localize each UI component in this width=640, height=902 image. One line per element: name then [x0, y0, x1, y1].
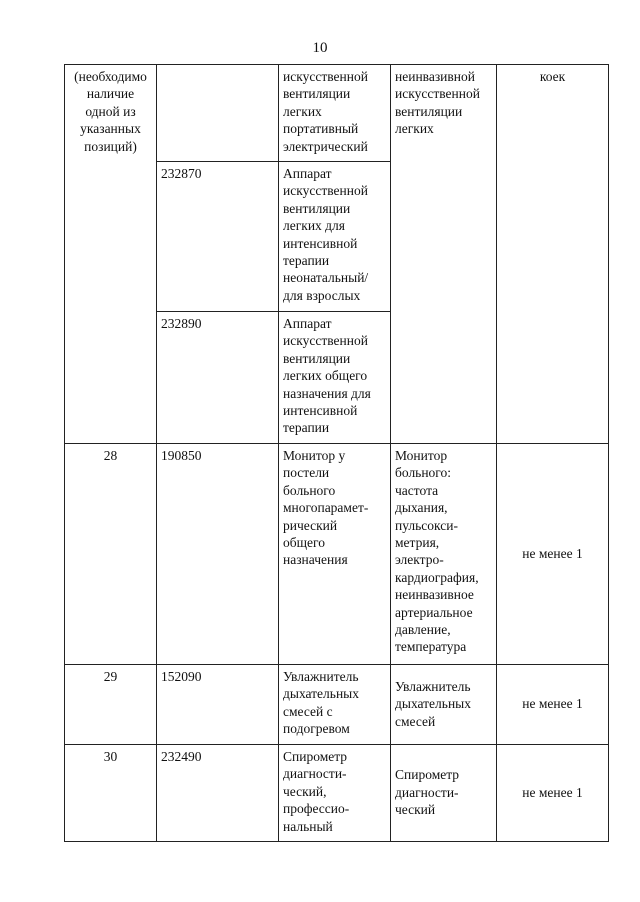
- cell-type: [391, 65, 497, 444]
- cell-name: [279, 162, 391, 312]
- text-line: неинвазивной: [395, 69, 475, 84]
- cell-quantity: [497, 745, 609, 842]
- cell-type-text: [395, 447, 492, 656]
- text-line: метрия,: [395, 535, 440, 551]
- text-line: для взрослых: [283, 287, 361, 303]
- cell-name: [279, 665, 391, 745]
- text-line: постели: [283, 465, 330, 481]
- text-line: 30: [103, 749, 118, 764]
- cell-name-text: [283, 668, 386, 738]
- cell-type-text: [395, 678, 492, 730]
- cell-number-text: [69, 668, 152, 685]
- cell-name: [279, 745, 391, 842]
- text-line: неинвазивное: [395, 587, 474, 603]
- cell-number: [65, 665, 157, 745]
- table-row: [65, 745, 609, 842]
- text-line: искусственной: [395, 86, 480, 102]
- cell-name: [279, 312, 391, 444]
- text-line: Монитор у: [283, 448, 346, 463]
- text-line: многопарамет-: [283, 500, 369, 516]
- text-line: не менее 1: [522, 784, 583, 800]
- cell-number-text: [69, 748, 152, 765]
- cell-number-text: [69, 68, 152, 155]
- text-line: вентиляции: [395, 103, 463, 119]
- text-line: Увлажнитель: [283, 669, 359, 684]
- cell-quantity-text: [501, 68, 604, 85]
- text-line: позиций): [84, 138, 137, 154]
- text-line: профессио-: [283, 801, 350, 817]
- text-line: указанных: [80, 121, 141, 137]
- table-row: [65, 65, 609, 162]
- text-line: Спирометр: [395, 767, 460, 783]
- equipment-table: [64, 64, 609, 842]
- text-line: легких: [283, 103, 322, 119]
- text-line: наличие: [86, 86, 135, 102]
- text-line: пульсокси-: [395, 517, 458, 533]
- text-line: легких общего: [283, 368, 368, 384]
- cell-number: [65, 65, 157, 444]
- cell-name: [279, 444, 391, 665]
- text-line: искусственной: [283, 333, 368, 349]
- text-line: назначения для: [283, 385, 371, 401]
- cell-code-text: 190850: [161, 448, 202, 463]
- text-line: Аппарат: [283, 166, 332, 181]
- cell-quantity-text: [501, 695, 604, 712]
- text-line: больного: [283, 482, 336, 498]
- cell-name-text: [283, 447, 386, 569]
- cell-code-text: 232490: [161, 749, 202, 764]
- cell-type-text: [395, 766, 492, 818]
- text-line: нальный: [283, 818, 333, 834]
- text-line: диагности-: [283, 766, 347, 782]
- text-line: 28: [103, 448, 118, 463]
- text-line: артериальное: [395, 604, 473, 620]
- cell-type: [391, 745, 497, 842]
- table-row: [65, 444, 609, 665]
- cell-type-text: [395, 68, 492, 138]
- text-line: коек: [539, 69, 566, 84]
- text-line: терапии: [283, 420, 330, 436]
- table-row: [65, 665, 609, 745]
- text-line: смесей: [395, 713, 436, 729]
- text-line: дыхательных: [283, 686, 359, 702]
- cell-number: [65, 444, 157, 665]
- cell-number-text: [69, 447, 152, 464]
- cell-name: [279, 65, 391, 162]
- cell-type: [391, 444, 497, 665]
- text-line: Увлажнитель: [395, 678, 471, 694]
- cell-number: [65, 745, 157, 842]
- text-line: интенсивной: [283, 235, 358, 251]
- cell-code: [157, 312, 279, 444]
- cell-code-text: 232870: [161, 166, 202, 181]
- text-line: терапии: [283, 253, 330, 269]
- text-line: смесей с: [283, 703, 333, 719]
- text-line: вентиляции: [283, 200, 351, 216]
- text-line: больного:: [395, 465, 452, 481]
- text-line: рический: [283, 517, 338, 533]
- text-line: Аппарат: [283, 316, 332, 331]
- text-line: частота: [395, 482, 439, 498]
- cell-code: [157, 162, 279, 312]
- text-line: интенсивной: [283, 403, 358, 419]
- cell-name-text: [283, 68, 386, 155]
- text-line: дыхательных: [395, 696, 471, 712]
- text-line: электро-: [395, 552, 444, 568]
- text-line: общего: [283, 535, 325, 551]
- text-line: искусственной: [283, 183, 368, 199]
- page-number: 10: [312, 40, 328, 56]
- text-line: портативный: [283, 121, 359, 137]
- text-line: (необходимо: [74, 69, 147, 84]
- text-line: температура: [395, 639, 467, 655]
- text-line: ческий: [395, 802, 436, 818]
- text-line: одной из: [85, 103, 136, 119]
- text-line: кардиография,: [395, 569, 479, 585]
- text-line: неонатальный/: [283, 270, 369, 286]
- text-line: давление,: [395, 622, 451, 638]
- cell-name-text: [283, 748, 386, 835]
- cell-code: [157, 745, 279, 842]
- cell-type: [391, 665, 497, 745]
- text-line: легких: [395, 121, 434, 137]
- text-line: подогревом: [283, 721, 350, 737]
- text-line: вентиляции: [283, 86, 351, 102]
- cell-quantity: [497, 444, 609, 665]
- cell-code: [157, 65, 279, 162]
- text-line: диагности-: [395, 784, 459, 800]
- text-line: 29: [103, 669, 118, 684]
- text-line: ческий,: [283, 783, 327, 799]
- text-line: назначения: [283, 552, 348, 568]
- text-line: дыхания,: [395, 500, 448, 516]
- cell-name-text: [283, 165, 386, 304]
- cell-quantity-text: [501, 545, 604, 562]
- text-line: Монитор: [395, 448, 448, 463]
- text-line: вентиляции: [283, 350, 351, 366]
- cell-code: [157, 444, 279, 665]
- cell-quantity-text: [501, 784, 604, 801]
- text-line: легких для: [283, 218, 345, 234]
- text-line: электрический: [283, 138, 368, 154]
- cell-quantity: [497, 65, 609, 444]
- text-line: Спирометр: [283, 749, 348, 764]
- text-line: не менее 1: [522, 696, 583, 712]
- cell-code-text: 152090: [161, 669, 202, 684]
- cell-code-text: 232890: [161, 316, 202, 331]
- cell-quantity: [497, 665, 609, 745]
- cell-code: [157, 665, 279, 745]
- cell-name-text: [283, 315, 386, 437]
- text-line: не менее 1: [522, 545, 583, 561]
- text-line: искусственной: [283, 69, 368, 84]
